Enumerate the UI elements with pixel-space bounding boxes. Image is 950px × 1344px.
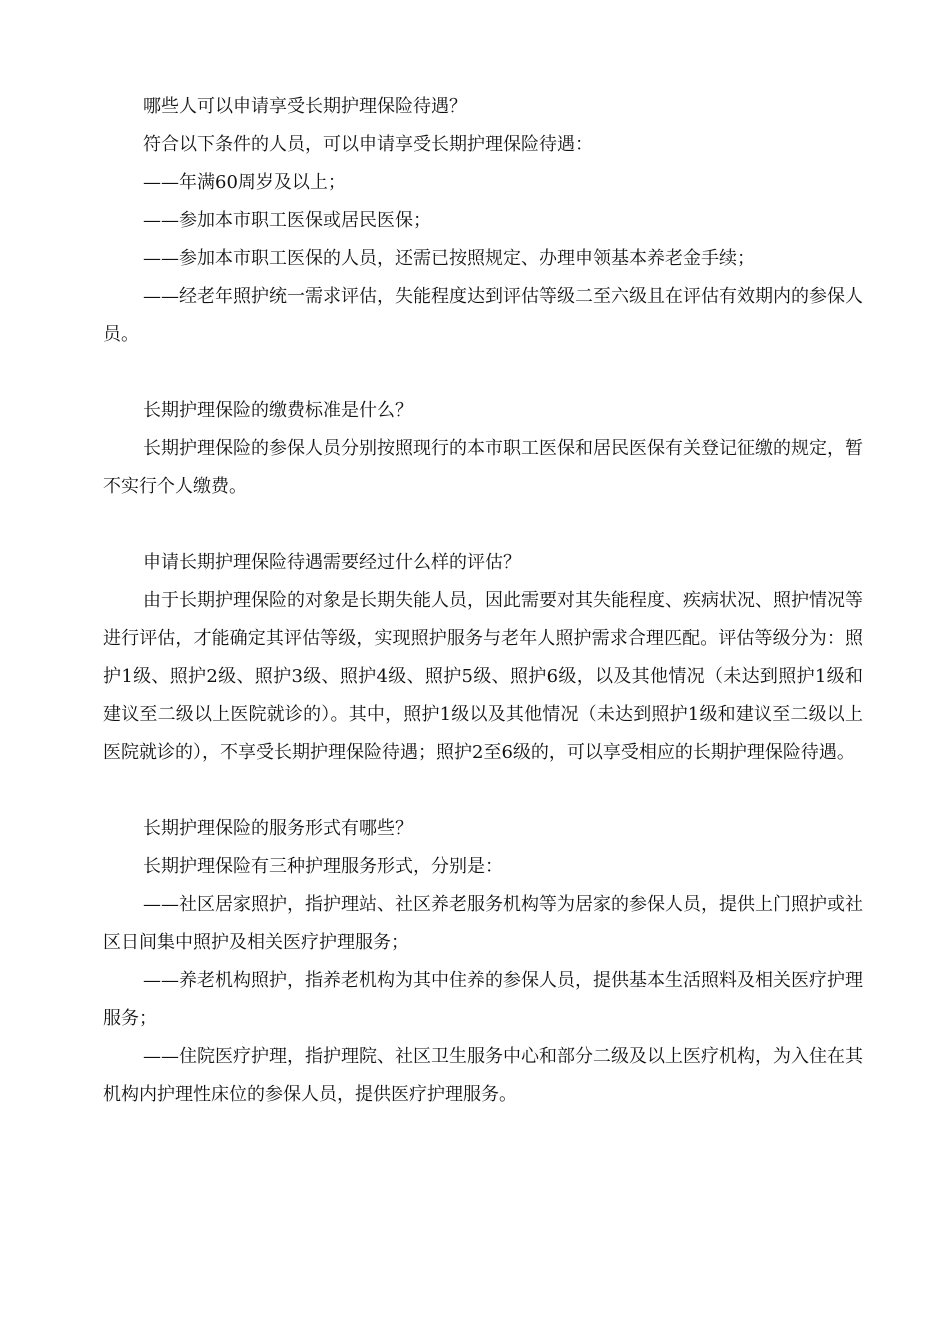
section-heading: 长期护理保险的服务形式有哪些？ [143, 818, 413, 839]
paragraph: 符合以下条件的人员，可以申请享受长期护理保险待遇： [143, 134, 593, 155]
paragraph: ——参加本市职工医保的人员，还需已按照规定、办理申领基本养老金手续； [143, 248, 755, 269]
section-heading: 哪些人可以申请享受长期护理保险待遇？ [143, 96, 467, 117]
section-heading: 申请长期护理保险待遇需要经过什么样的评估？ [143, 552, 521, 573]
section-contribution [103, 392, 863, 506]
paragraph: 长期护理保险有三种护理服务形式，分别是： [143, 856, 503, 877]
paragraph: ——参加本市职工医保或居民医保； [143, 210, 431, 231]
paragraph: ——养老机构照护，指养老机构为其中住养的参保人员，提供基本生活照料及相关医疗护理服务； [103, 970, 863, 1029]
paragraph: ——经老年照护统一需求评估，失能程度达到评估等级二至六级且在评估有效期内的参保人员。 [103, 286, 863, 345]
paragraph: ——年满60周岁及以上； [143, 172, 346, 193]
section-eligibility [103, 88, 863, 354]
paragraph: 由于长期护理保险的对象是长期失能人员，因此需要对其失能程度、疾病状况、照护情况等进行评估，才能确定其评估等级，实现照护服务与老年人照护需求合理匹配。评估等级分为：照护1级、照护2级、照护3级、照护4级、照护5级、照护6级，以及其他情况（未达到照护1级和建议至二级以上医院就诊的）。其中，照护1级以及其他情况（未达到照护1级和建议至二级以上医院就诊的），不享受长期护理保险待遇；照护2至6级的，可以享受相应的长期护理保险待遇。 [103, 590, 863, 763]
section-assessment [103, 544, 863, 772]
paragraph: ——社区居家照护，指护理站、社区养老服务机构等为居家的参保人员，提供上门照护或社区日间集中照护及相关医疗护理服务； [103, 894, 863, 953]
section-heading: 长期护理保险的缴费标准是什么？ [143, 400, 413, 421]
document-body [103, 88, 863, 1114]
paragraph: 长期护理保险的参保人员分别按照现行的本市职工医保和居民医保有关登记征缴的规定，暂不实行个人缴费。 [103, 438, 863, 497]
section-service-forms [103, 810, 863, 1114]
paragraph: ——住院医疗护理，指护理院、社区卫生服务中心和部分二级及以上医疗机构，为入住在其机构内护理性床位的参保人员，提供医疗护理服务。 [103, 1046, 863, 1105]
